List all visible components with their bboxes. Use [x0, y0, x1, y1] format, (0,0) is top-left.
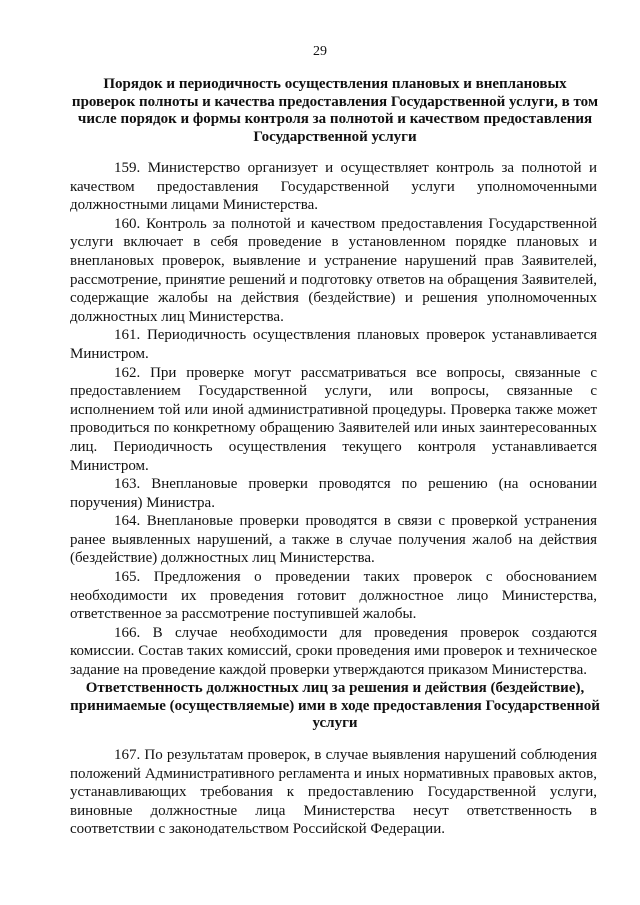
paragraph-162: 162. При проверке могут рассматриваться все вопросы, связанные с предоставлением Государственной услуги, или вопросы, связанные с исполнением той или иной административной процедуры. Проверка также может проводиться по конкретному обращению Заявителей или иных заинтересованных лиц. Периодичность осуществления текущего контроля устанавливается Министром.: [70, 364, 597, 474]
section-body-officials-responsibility: [70, 746, 597, 839]
section-heading-officials-responsibility: Ответственность должностных лиц за решения и действия (бездействие), принимаемые (осуществляемые) ими в ходе предоставления Государственной услуги: [70, 680, 600, 731]
paragraph-159: 159. Министерство организует и осуществляет контроль за полнотой и качеством предоставления Государственной услуги уполномоченными должностными лицами Министерства.: [70, 160, 597, 214]
page-number: 29: [313, 44, 327, 59]
paragraph-164: 164. Внеплановые проверки проводятся в связи с проверкой устранения ранее выявленных нарушений, а также в случае получения жалоб на действия (бездействие) должностных лиц Министерства.: [70, 513, 597, 567]
paragraph-166: 166. В случае необходимости для проведения проверок создаются комиссии. Состав таких комиссий, сроки проведения ими проверок и техническое задание на проведение каждой проверки утверждаются приказом Министерства.: [70, 624, 597, 679]
paragraph-165: 165. Предложения о проведении таких проверок с обоснованием необходимости их проведения готовит должностное лицо Министерства, ответственное за рассмотрение поступившей жалобы.: [70, 569, 597, 623]
paragraph-161: 161. Периодичность осуществления плановых проверок устанавливается Министром.: [70, 327, 597, 362]
section-heading-inspection-procedure: Порядок и периодичность осуществления плановых и внеплановых проверок полноты и качества предоставления Государственной услуги, в том числе порядок и формы контроля за полнотой и качеством предоставления Государственной услуги: [71, 76, 599, 145]
section-body-inspection-procedure: [70, 159, 597, 680]
paragraph-160: 160. Контроль за полнотой и качеством предоставления Государственной услуги включает в себя проведение в установленном порядке плановых и внеплановых проверок, выявление и устранение нарушений прав Заявителей, рассмотрение, принятие решений и подготовку ответов на обращения Заявителей, содержащие жалобы на действия (бездействие) и решения уполномоченных должностных лиц Министерства.: [70, 215, 597, 325]
paragraph-163: 163. Внеплановые проверки проводятся по решению (на основании поручения) Министра.: [70, 476, 597, 511]
paragraph-167: 167. По результатам проверок, в случае выявления нарушений соблюдения положений Административного регламента и иных нормативных правовых актов, устанавливающих требования к предоставлению Государственной услуги, виновные должностные лица Министерства несут ответственность в соответствии с законодательством Российской Федерации.: [70, 747, 597, 838]
